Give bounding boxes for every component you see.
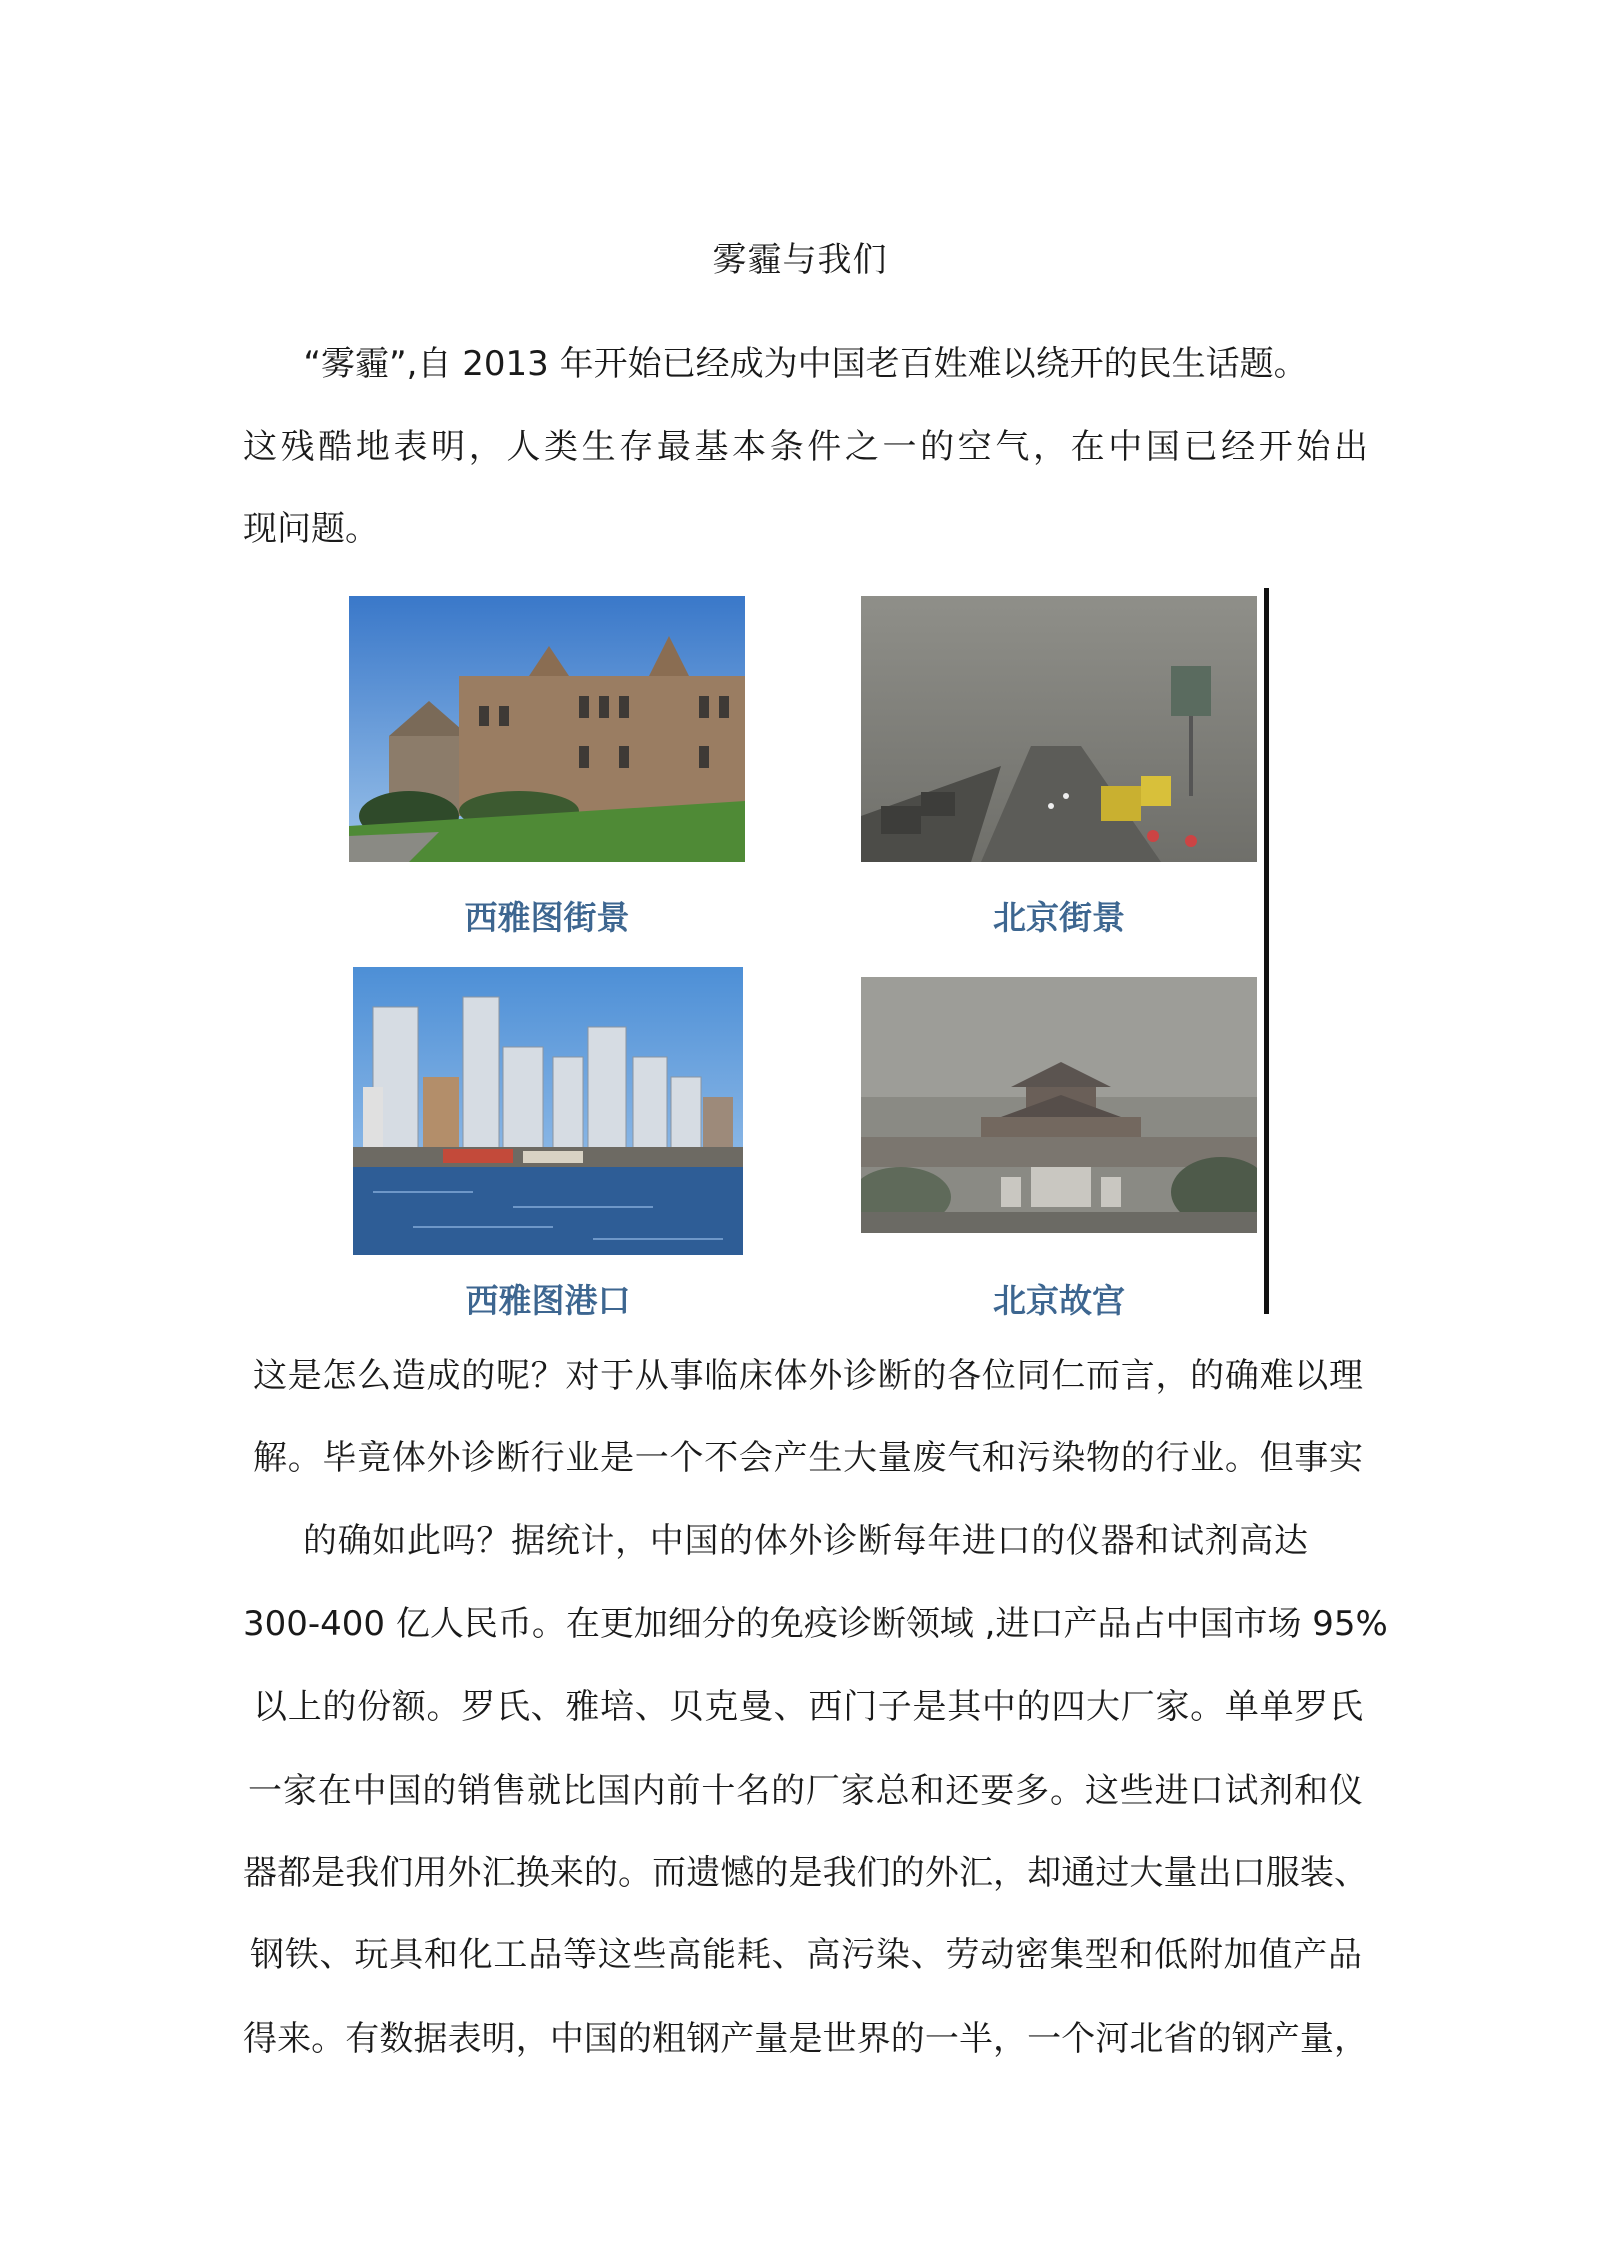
caption-seattle-harbor: 西雅图港口	[465, 1281, 631, 1320]
body-line-6: 一家在中国的销售就比国内前十名的厂家总和还要多。这些进口试剂和仪	[248, 1771, 1363, 1811]
seattle-harbor-photo	[353, 967, 743, 1255]
body-line-1: 这是怎么造成的呢？对于从事临床体外诊断的各位同仁而言，的确难以理	[253, 1356, 1363, 1396]
body-line-5: 以上的份额。罗氏、雅培、贝克曼、西门子是其中的四大厂家。单单罗氏	[253, 1687, 1363, 1727]
body-line-8: 钢铁、玩具和化工品等这些高能耗、高污染、劳动密集型和低附加值产品	[250, 1935, 1362, 1975]
caption-seattle-street: 西雅图街景	[464, 898, 630, 937]
vertical-divider	[1264, 588, 1269, 1314]
intro-line-2: 这残酷地表明，人类生存最基本条件之一的空气，在中国已经开始出	[243, 427, 1368, 467]
caption-beijing-street: 北京街景	[993, 898, 1125, 937]
body-line-2: 解。毕竟体外诊断行业是一个不会产生大量废气和污染物的行业。但事实	[253, 1438, 1363, 1478]
intro-line-1: “雾霾”,自 2013 年开始已经成为中国老百姓难以绕开的民生话题。	[303, 344, 1308, 384]
caption-beijing-palace: 北京故宫	[993, 1281, 1125, 1320]
body-line-9: 得来。有数据表明，中国的粗钢产量是世界的一半，一个河北省的钢产量，	[243, 2019, 1368, 2059]
body-line-3: 的确如此吗？据统计，中国的体外诊断每年进口的仪器和试剂高达	[303, 1521, 1308, 1561]
body-line-4: 300-400 亿人民币。在更加细分的免疫诊断领域 ,进口产品占中国市场 95%	[243, 1604, 1388, 1644]
page-title: 雾霾与我们	[712, 240, 888, 280]
body-line-7: 器都是我们用外汇换来的。而遗憾的是我们的外汇，却通过大量出口服装、	[243, 1853, 1368, 1893]
beijing-street-photo	[861, 596, 1257, 862]
seattle-street-photo	[349, 596, 745, 862]
intro-line-3: 现问题。	[243, 509, 379, 549]
beijing-palace-photo	[861, 977, 1257, 1233]
